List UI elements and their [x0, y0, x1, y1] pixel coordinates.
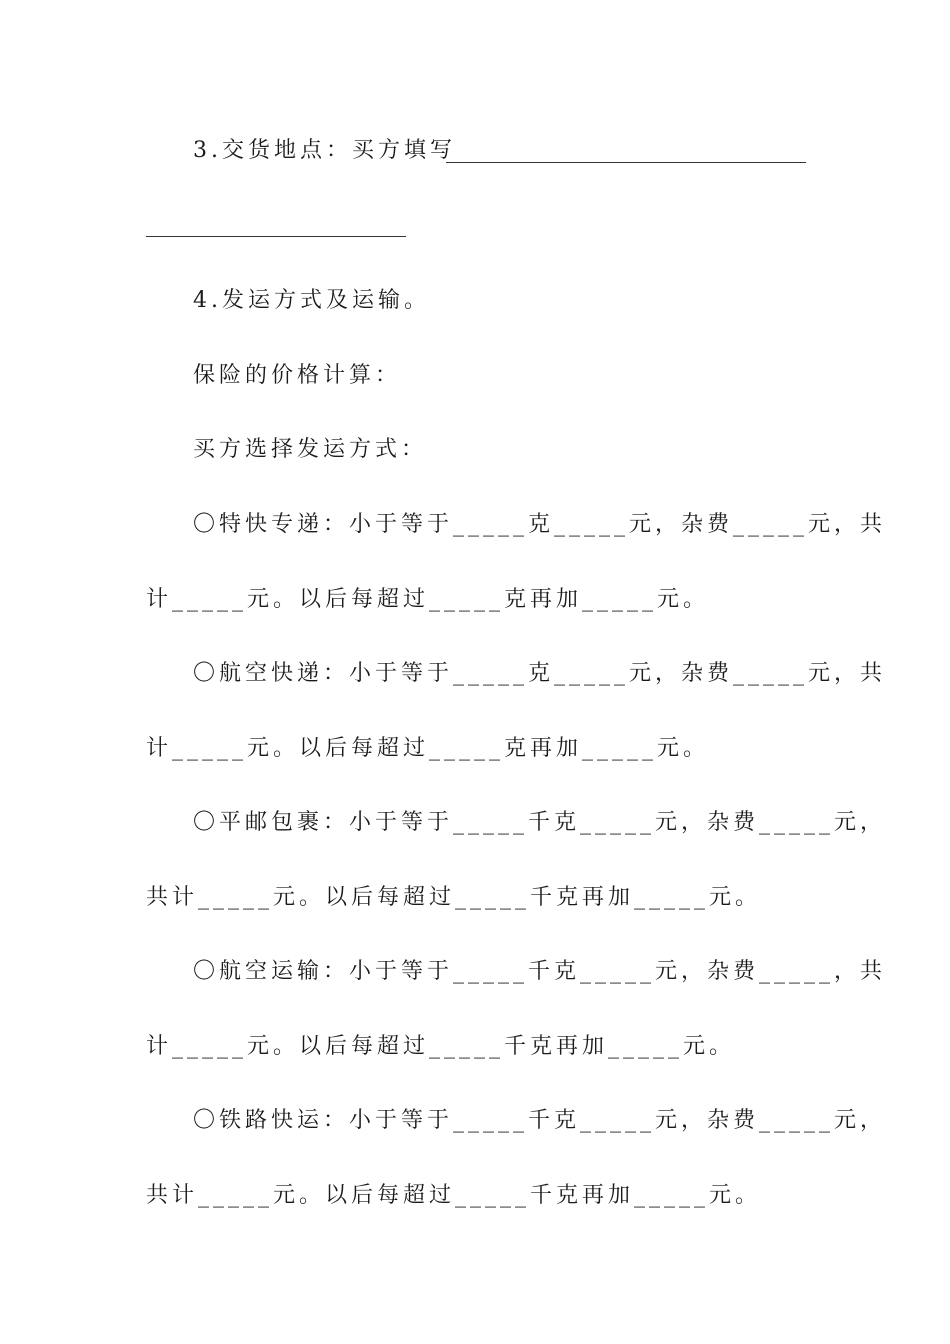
item-4-shipping-method: 4.发运方式及运输。: [193, 288, 430, 313]
delivery-location-blank-line-2: [146, 236, 406, 237]
option-surface-parcel-line-2: 共计_____元。以后每超过_____千克再加_____元。: [146, 885, 762, 910]
delivery-location-blank-line-1: [446, 162, 806, 163]
option-air-express-line-1: 〇航空快递：小于等于_____克_____元，杂费_____元，共: [193, 661, 887, 686]
option-express-line-2: 计_____元。以后每超过_____克再加_____元。: [146, 587, 710, 612]
option-air-freight-line-2: 计_____元。以后每超过_____千克再加_____元。: [146, 1034, 736, 1059]
option-express-line-1: 〇特快专递：小于等于_____克_____元，杂费_____元，共: [193, 512, 887, 537]
option-air-express-line-2: 计_____元。以后每超过_____克再加_____元。: [146, 736, 710, 761]
buyer-choose-shipping-heading: 买方选择发运方式：: [193, 437, 428, 462]
option-surface-parcel-line-1: 〇平邮包裹：小于等于_____千克_____元，杂费_____元，: [193, 810, 887, 835]
item-3-delivery-location: 3.交货地点：买方填写: [193, 138, 456, 163]
insurance-price-heading: 保险的价格计算：: [193, 363, 402, 388]
option-rail-express-line-1: 〇铁路快运：小于等于_____千克_____元，杂费_____元，: [193, 1108, 887, 1133]
option-rail-express-line-2: 共计_____元。以后每超过_____千克再加_____元。: [146, 1183, 762, 1208]
option-air-freight-line-1: 〇航空运输：小于等于_____千克_____元，杂费_____，共: [193, 959, 887, 984]
